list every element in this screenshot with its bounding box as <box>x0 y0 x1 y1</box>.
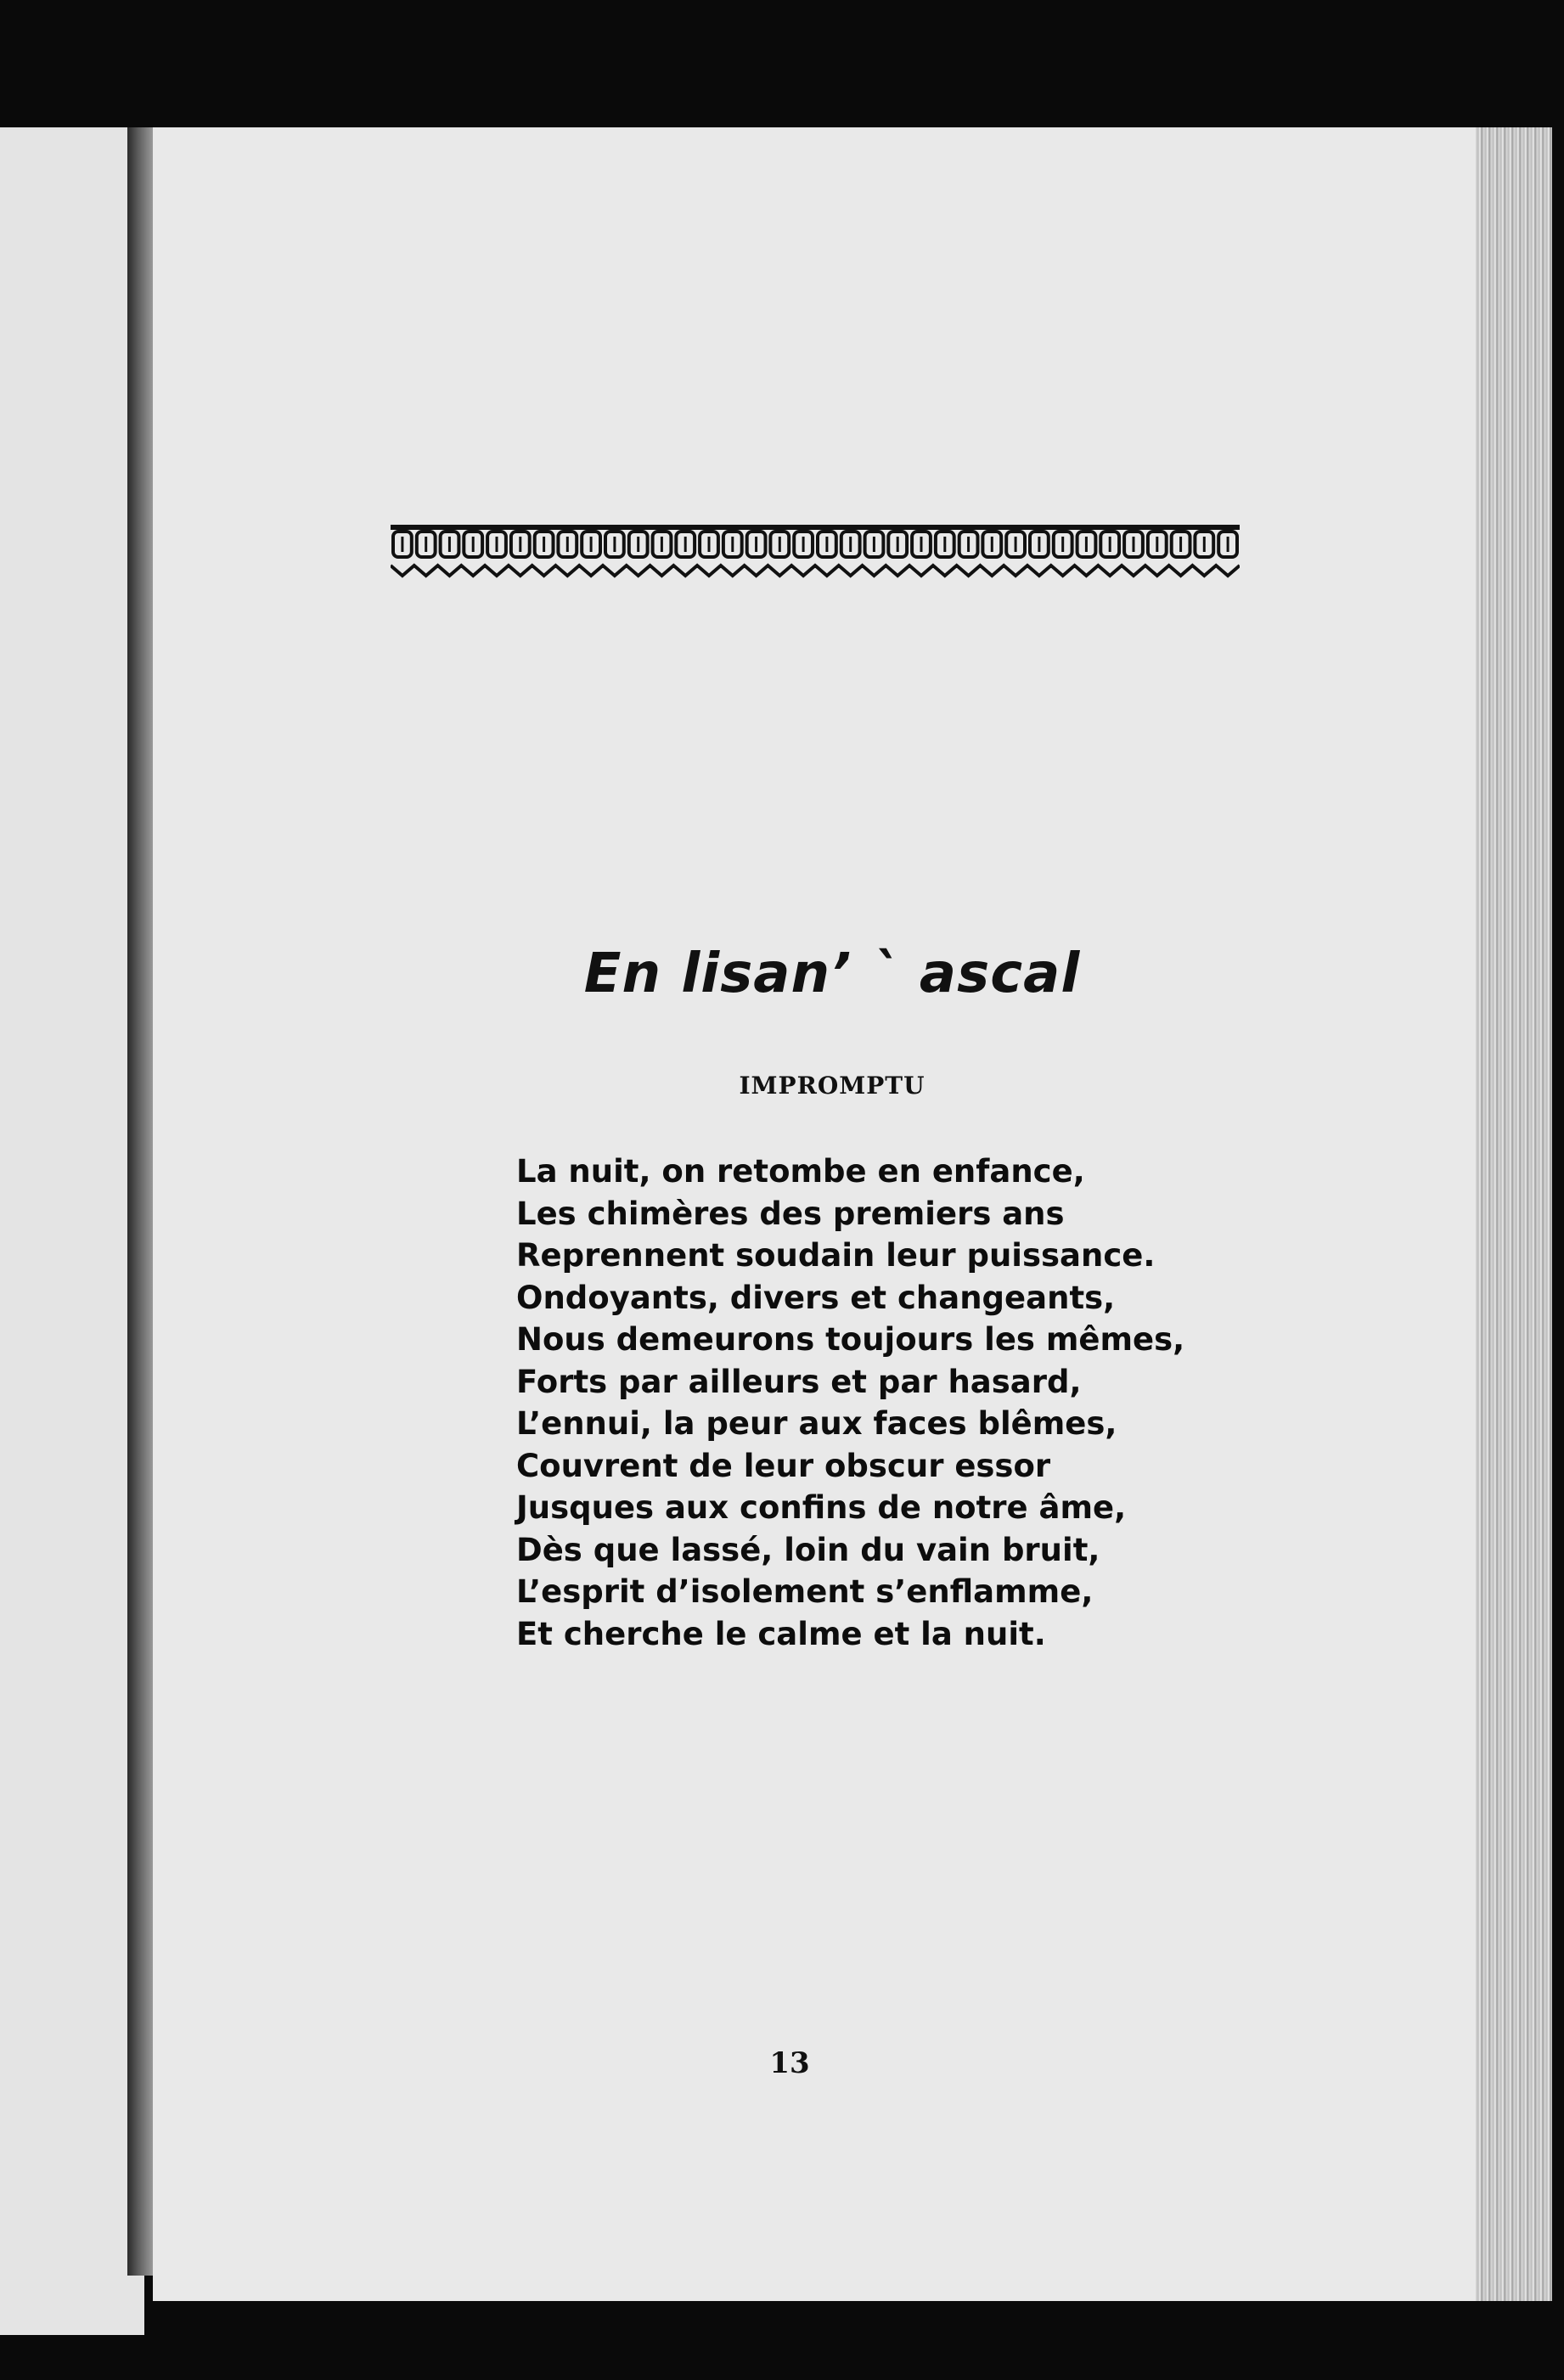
poem-line: Les chimères des premiers ans <box>516 1195 1065 1232</box>
page-number: 13 <box>769 2046 810 2080</box>
poem-line: Couvrent de leur obscur essor <box>516 1447 1051 1484</box>
ornament-zigzag <box>391 565 1240 576</box>
poem-line: Jusques aux confins de notre âme, <box>516 1489 1127 1526</box>
poem-line: Forts par ailleurs et par hasard, <box>516 1363 1082 1400</box>
gutter-shadow <box>127 127 153 2276</box>
ornament-cells <box>393 532 1237 557</box>
poem-line: Nous demeurons toujours les mêmes, <box>516 1321 1185 1358</box>
poem-line: Et cherche le calme et la nuit. <box>516 1615 1046 1652</box>
poem-line: Reprennent soudain leur puissance. <box>516 1237 1156 1274</box>
poem-line: Ondoyants, divers et changeants, <box>516 1279 1116 1316</box>
poem-line: Dès que lassé, loin du vain bruit, <box>516 1531 1100 1568</box>
poem-line: L’ennui, la peur aux faces blêmes, <box>516 1405 1117 1442</box>
decorative-border-icon <box>391 518 1240 586</box>
poem-body <box>516 1151 1365 1655</box>
poem-line: La nuit, on retombe en enfance, <box>516 1153 1085 1190</box>
facing-page <box>0 127 144 2335</box>
page-edges <box>1476 127 1552 2301</box>
poem-subtitle: IMPROMPTU <box>739 1072 925 1100</box>
poem-line: L’esprit d’isolement s’enflamme, <box>516 1573 1094 1610</box>
poem-title: En lisan’ ˋ ascal <box>583 942 1081 1005</box>
